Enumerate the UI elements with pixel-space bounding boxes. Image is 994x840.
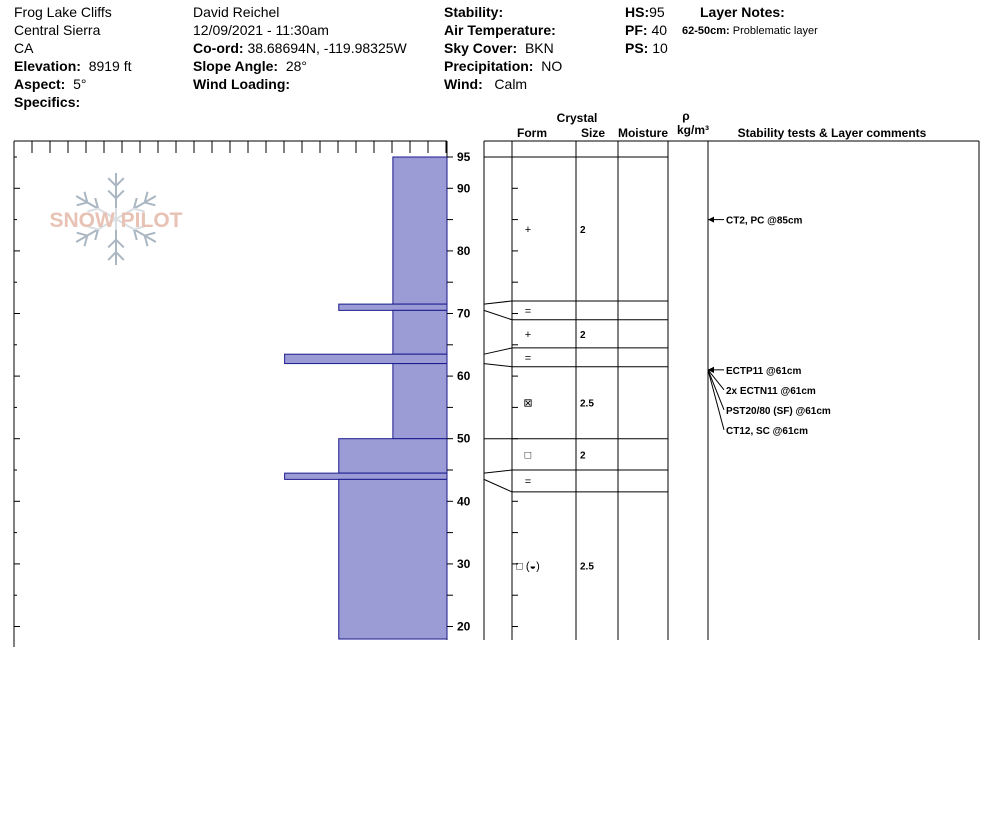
sky-value: BKN: [524, 40, 554, 56]
header-form: Form: [517, 126, 547, 140]
layer-size: 2: [580, 329, 586, 341]
stability-test-label: ECTP11 @61cm: [726, 365, 802, 377]
pf-value: 40: [651, 22, 668, 38]
location-state: CA: [14, 40, 34, 56]
hardness-bar: [393, 157, 447, 304]
observer-name: David Reichel: [193, 4, 280, 20]
layer-notes-title-text: Layer Notes:: [700, 4, 785, 20]
layer-note-range: 62-50cm:: [682, 25, 730, 37]
snowflake-branch: [116, 191, 124, 199]
header-moisture: Moisture: [617, 126, 669, 140]
slope-label: Slope Angle:: [193, 58, 279, 74]
stability-test-label: 2x ECTN11 @61cm: [726, 385, 816, 397]
layer-connector: [484, 470, 512, 473]
depth-tick-label: 50: [457, 431, 471, 446]
hardness-bars: [285, 157, 447, 639]
stability-test-label: CT2, PC @85cm: [726, 215, 803, 227]
stability-test-label: PST20/80 (SF) @61cm: [726, 405, 831, 417]
header-stability: Stability tests & Layer comments: [737, 126, 927, 140]
layer-form: =: [524, 352, 532, 365]
elevation-value: 8919 ft: [88, 58, 132, 74]
layer-form: □: [524, 449, 532, 462]
depth-tick-label: 60: [457, 369, 471, 384]
aspect-value: 5°: [73, 76, 87, 92]
coord-label: Co-ord:: [193, 40, 244, 56]
sky-label: Sky Cover:: [444, 40, 518, 56]
hardness-bar: [285, 473, 447, 479]
hardness-bar: [339, 304, 447, 310]
test-arrowhead: [708, 217, 714, 223]
ps-value: 10: [652, 40, 668, 56]
hs-label: HS:: [625, 4, 650, 20]
test-leader-line: [708, 370, 724, 430]
elevation-label: Elevation:: [14, 58, 81, 74]
air-temp-label: Air Temperature:: [444, 22, 556, 38]
stability-tests: [708, 216, 831, 437]
depth-tick-label: 30: [457, 556, 471, 571]
hardness-bar: [393, 310, 447, 354]
ps-label: PS:: [625, 40, 649, 56]
layer-form: +: [524, 223, 532, 236]
snowflake-branch: [77, 202, 88, 205]
snowpilot-logo: [40, 173, 192, 265]
layer-size: 2.5: [580, 561, 594, 573]
location-range: Central Sierra: [14, 22, 101, 38]
stability-test-label: CT12, SC @61cm: [726, 425, 809, 437]
snowflake-branch: [116, 240, 124, 248]
header-rho: ρ: [682, 109, 690, 123]
snowflake-branch: [108, 240, 116, 248]
specifics-label: Specifics:: [14, 94, 81, 110]
depth-tick-label: 95: [457, 150, 471, 164]
location-name: Frog Lake Cliffs: [14, 4, 112, 20]
pf-label: PF:: [625, 22, 648, 38]
header-crystal: Crystal: [556, 111, 598, 125]
hardness-bar: [339, 479, 447, 639]
depth-tick-label: 70: [457, 306, 471, 321]
depth-tick-label: 20: [457, 619, 471, 634]
snowflake-branch: [77, 233, 88, 236]
observation-datetime: 12/09/2021 - 11:30am: [193, 22, 329, 38]
layer-size: 2: [580, 224, 586, 236]
snowflake-branch: [108, 178, 116, 186]
layer-connector: [484, 348, 512, 354]
logo-text: SNOW PILOT: [49, 209, 183, 232]
hardness-bar: [393, 364, 447, 439]
snowflake-branch: [116, 178, 124, 186]
wind-label: Wind:: [444, 76, 483, 92]
snowflake-branch: [145, 233, 156, 236]
hs-value: 95: [649, 4, 665, 20]
depth-tick-label: 80: [457, 243, 471, 258]
hardness-bar: [285, 354, 447, 363]
snowflake-branch: [108, 252, 116, 260]
layer-form: □ (◒): [516, 560, 540, 573]
precip-label: Precipitation:: [444, 58, 534, 74]
layer-connector: [484, 301, 512, 304]
depth-tick-label: 90: [457, 181, 471, 196]
layer-size: 2.5: [580, 398, 594, 410]
layer-connector: [484, 310, 512, 319]
snowflake-branch: [108, 191, 116, 199]
layer-form: +: [524, 328, 532, 341]
aspect-label: Aspect:: [14, 76, 66, 92]
snowflake-branch: [116, 252, 124, 260]
coord-value: 38.68694N, -119.98325W: [247, 40, 407, 56]
header-size: Size: [580, 126, 606, 140]
wind-value: Calm: [494, 76, 528, 92]
layer-note-text: Problematic layer: [732, 25, 818, 37]
wind-loading-label: Wind Loading:: [193, 76, 291, 92]
depth-tick-label: 40: [457, 494, 471, 509]
layer-connector: [484, 479, 512, 492]
header-density-unit: kg/m³: [676, 123, 710, 137]
precip-value: NO: [541, 58, 563, 74]
test-leader-line: [708, 370, 724, 410]
layer-form: ⊠: [523, 397, 533, 410]
snowflake-branch: [145, 202, 156, 205]
stability-label: Stability:: [444, 4, 504, 20]
layer-form: =: [524, 305, 532, 318]
layer-form: =: [524, 475, 532, 488]
layer-size: 2: [580, 450, 586, 462]
slope-value: 28°: [285, 58, 307, 74]
layer-connector: [484, 364, 512, 367]
hardness-bar: [339, 439, 447, 473]
